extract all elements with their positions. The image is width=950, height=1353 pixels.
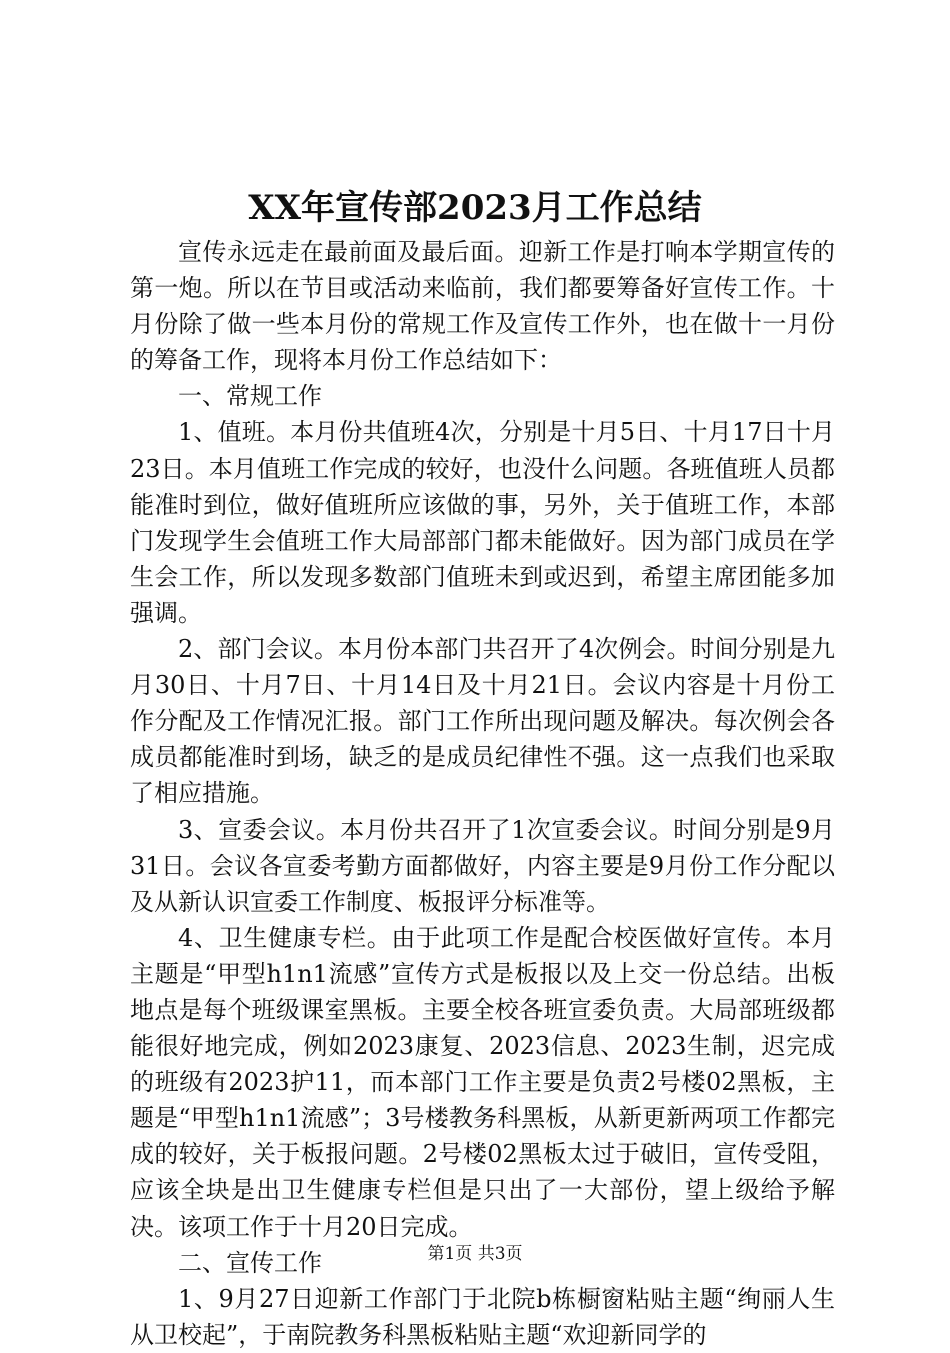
section-heading-publicity: 二、宣传工作 (178, 1248, 322, 1277)
document-title: XX年宣传部2023月工作总结 (248, 188, 702, 228)
paragraph-intro: 宣传永远走在最前面及最后面。迎新工作是打响本学期宣传的第一炮。所以在节目或活动来临前，我们都要筹备好宣传工作。十月份除了做一些本月份的常规工作及宣传工作外，也在做十一月份的筹备工作，现将本月份工作总结如下： (130, 238, 835, 375)
section-heading-routine: 一、常规工作 (178, 382, 322, 411)
paragraph-health-column: 4、卫生健康专栏。由于此项工作是配合校医做好宣传。本月主题是“甲型h1n1流感”宣传方式是板报以及上交一份总结。出板地点是每个班级课室黑板。主要全校各班宣委负责。大局部班级都能很好地完成，例如2023康复、2023信息、2023生制，迟完成的班级有2023护11，而本部门工作主要是负责2号楼02黑板，主题是“甲型h1n1流感”；3号楼教务科黑板，从新更新两项工作都完成的较好，关于板报问题。2号楼02黑板太过于破旧，宣传受阻，应该全块是出卫生健康专栏但是只出了一大部份，望上级给予解决。该项工作于十月20日完成。 (130, 923, 835, 1241)
page-number-footer: 第1页 共3页 (427, 1244, 523, 1264)
paragraph-dept-meeting: 2、部门会议。本月份本部门共召开了4次例会。时间分别是九月30日、十月7日、十月14日及十月21日。会议内容是十月份工作分配及工作情况汇报。部门工作所出现问题及解决。每次例会各成员都能准时到场，缺乏的是成员纪律性不强。这一点我们也采取了相应措施。 (130, 635, 835, 808)
paragraph-committee-meeting: 3、宣委会议。本月份共召开了1次宣委会议。时间分别是9月31日。会议各宣委考勤方面都做好，内容主要是9月份工作分配以及从新认识宣委工作制度、板报评分标准等。 (130, 815, 835, 916)
paragraph-duty: 1、值班。本月份共值班4次，分别是十月5日、十月17日十月23日。本月值班工作完成的较好，也没什么问题。各班值班人员都能准时到位，做好值班所应该做的事，另外，关于值班工作，本部门发现学生会值班工作大局部部门都未能做好。因为部门成员在学生会工作，所以发现多数部门值班未到或迟到，希望主席团能多加强调。 (130, 418, 835, 627)
document-body (130, 234, 835, 1353)
paragraph-welcome-work: 1、9月27日迎新工作部门于北院b栋橱窗粘贴主题“绚丽人生从卫校起”，于南院教务科黑板粘贴主题“欢迎新同学的 (130, 1284, 835, 1349)
